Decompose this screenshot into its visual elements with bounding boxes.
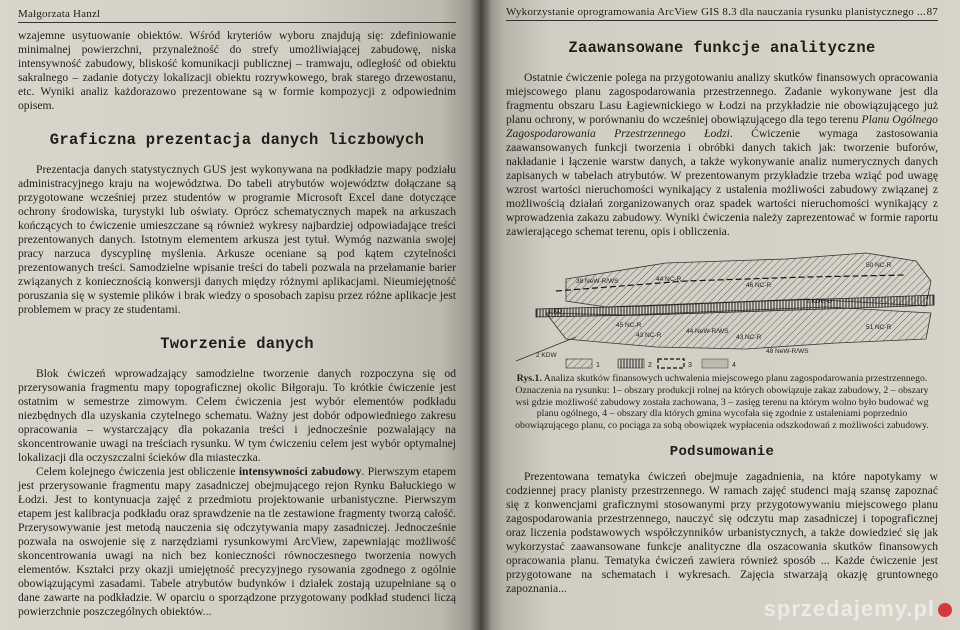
legend-label: 2 xyxy=(648,362,652,369)
map-label: 38 NeW-R/WS xyxy=(576,278,619,285)
right-running-head xyxy=(506,6,938,21)
left-running-head xyxy=(18,8,456,23)
plan-map xyxy=(506,251,936,369)
section-1-paragraph: Prezentacja danych statystycznych GUS jest wykonywana na podkładzie mapy podziału administracyjnego kraju na województwa. Do tabeli atrybutów województw dołączane są przygotowane wcześniej przez studentów w programie Microsoft Excel dane dotyczące ochrony środowiska, turystyki lub oświaty. Oprócz schematycznych mapek na arkuszach kończących to ćwiczenie umieszczane są również wykresy najbardziej odpowiadające treści prezentowanych danych. Istotnym elementem arkusza jest tytuł. Wymóg nazwania swojej pracy narzuca dyscyplinę myślenia. Arkusze oceniane są pod kątem czytelności prezentowanych treści. Samodzielne wpisanie treści do tabeli pozwala na przełamanie barier związanych z koniecznością konwersji danych między różnymi aplikacjami. Nieumiejętność poruszania się w systemie plików i brak wiedzy o sposobach zapisu przez różne aplikacje jest problemem w pracy ze studentami. xyxy=(18,163,456,316)
para-italic-title: Planu Ogólnego Zagospodarowania Przestrzennego Łodzi xyxy=(506,113,938,140)
map-label: 50 NC-R xyxy=(866,262,892,269)
legend-swatch-1 xyxy=(566,359,592,368)
watermark-text: sprzedajemy.pl xyxy=(763,596,935,621)
watermark-logo xyxy=(764,596,952,622)
summary-paragraph: Prezentowana tematyka ćwiczeń obejmuje zagadnienia, na które napotykamy w codziennej pracy planisty przestrzennego. W ramach zajęć studenci mają szansę zapoznać się z konwencjami graficznymi stosowanymi przy przygotowywaniu miejscowego planu zagospodarowania przestrzennego, nauczyć się odczytu map zasadniczej i topograficznej oraz liczenia podstawowych współczynników urbanistycznych, a także dowiedzieć się jak wykorzystać zaawansowane funkcje analityczne dla oszacowania skutków finansowych opracowania planu. Tematyka ćwiczeń zawiera również sposób ... Każde ćwiczenie jest przygotowane na schematach i wykresach. Zajęcia stwarzają okazję gruntownego zapoznania... xyxy=(506,469,938,595)
page-number: 87 xyxy=(926,6,938,18)
map-label: 43 NC-R xyxy=(636,332,662,339)
para-text: Ostatnie ćwiczenie polega na przygotowaniu analizy skutków finansowych opracowania miejscowego planu zagospodarowania przestrzennego. Zadanie wykonywane jest dla fragmentu obszaru Lasu Łagiewnickiego w Łodzi na przykładzie nie obowiązującego już planu ochrony, w porównaniu do wcześniej obowiązującego dla tego terenu xyxy=(506,71,938,126)
running-head-title: Wykorzystanie oprogramowania ArcView GIS 8.3 dla nauczania rysunku planistycznego ... xyxy=(506,6,926,18)
map-label: 2 KDG-D xyxy=(806,298,833,305)
map-label: 46 NC-R xyxy=(746,282,772,289)
para-text: . Ćwiczenie wymaga zastosowania zaawansowanych funkcji tworzenia i obróbki danych takich jak: tworzenie buforów, nakładanie i łączenie warstw danych, a także wykonywanie analiz numerycznych danych zapisanych w tabelach atrybutów. W prezentowanym przykładzie trzeba wziąć pod uwagę wzrost wartości nieruchomości wynikający z ustalenia możliwości zabudowy związanej z możliwością działań zorganizowanych oraz spadek wartości nieruchomości wynikający z wprowadzenia zakazu zabudowy. Wyniki ćwiczenia należy zaprezentować w formie raportu zawierającego schemat terenu, opis i obliczenia. xyxy=(506,127,938,238)
section-2-paragraph-2 xyxy=(18,465,456,619)
legend-swatch-2 xyxy=(618,359,644,368)
map-label: 2 KDW xyxy=(536,352,557,359)
caption-label: Rys.1. xyxy=(516,373,542,384)
legend-label: 4 xyxy=(732,362,736,369)
legend-label: 1 xyxy=(596,362,600,369)
heading-zaawansowane-funkcje: Zaawansowane funkcje analityczne xyxy=(568,39,876,57)
heading-graficzna-prezentacja: Graficzna prezentacja danych liczbowych xyxy=(49,131,425,149)
heading-tworzenie-danych: Tworzenie danych xyxy=(160,335,314,353)
map-label: 1 KD xyxy=(548,308,563,315)
map-legend xyxy=(566,359,736,369)
map-label: 48 NeW-R/WS xyxy=(766,348,809,355)
map-label: 44 NC-R xyxy=(656,276,682,283)
left-page-author: Małgorzata Hanzl xyxy=(18,8,101,20)
map-label: 51 NC-R xyxy=(866,324,892,331)
heading-podsumowanie: Podsumowanie xyxy=(669,443,775,460)
caption-text: Analiza skutków finansowych uchwalenia miejscowego planu zagospodarowania przestrzennego. Oznaczenia na rysunku: 1– obszary produkcji rolnej na których obowiązuje zakaz zabudowy, 2 – obszary wsi gdzie możliwość zabudowy została zachowana, 3 – zasięg terenu na którym wolno było budować wg planu ogólnego, 4 – obszary dla których gmina wycofała się zgodnie z ustaleniami poprzednio obowiązującego planu, co pociąga za sobą obowiązek wypłacenia odszkodowań z możliwości zabudowy. xyxy=(515,373,929,432)
figure-caption xyxy=(514,373,930,432)
left-intro-paragraph: wzajemne usytuowanie obiektów. Wśród kryteriów wyboru znajdują się: zdefiniowanie minimalnej powierzchni, przynależność do strefy umożliwiającej zabudowę, niska intensywność zabudowy, bliskość komunikacji publicznej – tramwaju, odległość od obiektu sakralnego – zadanie dotyczy lokalizacji obiektu rozrywkowego, brak starego drzewostanu, etc. Wyniki analiz każdorazowo prezentowane są w formie kompozycji z odpowiednim opisem. xyxy=(18,29,456,112)
section-2-paragraph-1: Blok ćwiczeń wprowadzający samodzielne tworzenie danych rozpoczyna się od przerysowania fragmentu mapy topograficznej okolic Biłgoraju. To krótkie ćwiczenie jest ostatnim w semestrze zimowym. Celem ćwiczenia jest wybór elementów podkładu niezbędnych dla uzyskania czytelnego schematu. Ważny jest dobór odpowiedniego zakresu opracowania – wystarczający dla pokazania treści i jednocześnie pozwalający na skoncentrowanie uwagi na treściach rysunku. W tym ćwiczeniu celem jest wybór optymalnej lokalizacji dla oczyszczalni ścieków dla miasteczka. xyxy=(18,367,456,464)
plan-map-figure xyxy=(506,251,938,369)
map-label: 44 NeW-R/WS xyxy=(686,328,729,335)
map-label: 45 NC-R xyxy=(616,322,642,329)
analysis-paragraph xyxy=(506,71,938,239)
book-gutter xyxy=(470,0,492,630)
legend-swatch-3 xyxy=(658,359,684,368)
legend-swatch-4 xyxy=(702,359,728,368)
para-text: . Pierwszym etapem jest przerysowanie fragmentu mapy zasadniczej obejmującego rejon Rynku Bałuckiego w Łodzi. Jest to kontynuacja zajęć z przedmiotu projektowanie urbanistyczne. Pierwszym etapem jest kalibracja podkładu oraz sprawdzenie na tle zestawione fragmenty tworzą całość. Przerysowywanie jest metodą nauczenia się odczytywania mapy zasadniczej. Jednocześnie pozwala na oswojenie się z narzędziami rysunkowymi ArcView, zapewniając możliwość skoncentrowania uwagi na nich bez konieczności równoczesnego tworzenia nowych elementów. Kształci przy okazji umiejętność precyzyjnego rysowania zgodnego z ogólnie obowiązującymi zasadami. Tabele atrybutów budynków i działek zostają uzupełniane są o dane zawarte na podkładzie. W oparciu o sporządzone przygotowany podkład studenci liczą powierzchnie poszczególnych obiektów... xyxy=(18,465,456,618)
para-text: Celem kolejnego ćwiczenia jest obliczenie xyxy=(36,465,239,478)
legend-label: 3 xyxy=(688,362,692,369)
map-label: 43 NC-R xyxy=(736,334,762,341)
right-page xyxy=(480,0,960,630)
para-bold-term: intensywności zabudowy xyxy=(238,465,362,478)
watermark-dot-icon xyxy=(938,603,952,617)
